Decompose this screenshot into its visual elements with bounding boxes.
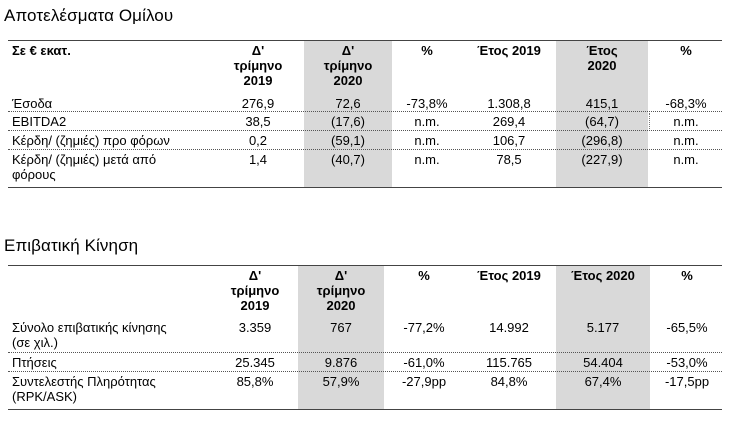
traffic-row-label: Συντελεστής Πληρότητας (RPK/ASK) [12, 374, 156, 404]
traffic-table [8, 265, 722, 415]
results-cell: (64,7) [585, 114, 619, 129]
traffic-header-q4-2019: Δ' τρίμηνο 2019 [230, 268, 280, 313]
results-cell: (296,8) [581, 133, 623, 148]
results-cell: (227,9) [581, 152, 623, 167]
traffic-header-pct: % [681, 268, 693, 283]
results-cell: 415,1 [585, 96, 619, 111]
results-cell: 269,4 [492, 114, 526, 129]
results-row-divider [8, 111, 722, 112]
results-cell: (17,6) [331, 114, 365, 129]
traffic-cell: -17,5pp [664, 374, 710, 389]
traffic-row-label: Σύνολο επιβατικής κίνησης (σε χιλ.) [12, 320, 167, 350]
results-cell: n.m. [673, 152, 699, 167]
traffic-cell: -77,2% [403, 320, 445, 335]
results-top-rule [8, 40, 722, 41]
results-cell: 0,2 [248, 133, 268, 148]
results-header-q4-2019: Δ' τρίμηνο 2019 [233, 43, 283, 88]
traffic-section-title: Επιβατική Κίνηση [4, 236, 139, 255]
results-cell: 106,7 [492, 133, 526, 148]
traffic-cell: -65,5% [666, 320, 708, 335]
results-cell: n.m. [414, 114, 440, 129]
traffic-row-divider [8, 352, 722, 353]
traffic-cell: 84,8% [490, 374, 528, 389]
traffic-cell: 115.765 [485, 355, 533, 370]
results-row-label: Κέρδη/ (ζημιές) μετά από φόρους [12, 152, 157, 182]
results-cell: (40,7) [331, 152, 365, 167]
traffic-row-divider [8, 371, 722, 372]
traffic-header-q4-2020: Δ' τρίμηνο 2020 [316, 268, 366, 313]
results-table [8, 40, 722, 190]
results-row-divider [8, 149, 722, 150]
results-cell: 78,5 [496, 152, 522, 167]
results-section-title: Αποτελέσματα Ομίλου [4, 6, 174, 25]
results-header-q4-2020: Δ' τρίμηνο 2020 [323, 43, 373, 88]
results-header-label: Σε € εκατ. [12, 43, 71, 58]
results-row-label: EBITDA2 [12, 114, 67, 129]
results-cell: n.m. [673, 133, 699, 148]
traffic-cell: 85,8% [236, 374, 274, 389]
results-row-label: Κέρδη/ (ζημιές) προ φόρων [12, 133, 170, 148]
traffic-cell: -53,0% [666, 355, 708, 370]
results-cell: n.m. [414, 133, 440, 148]
results-row-divider [8, 130, 722, 131]
results-cell: n.m. [673, 114, 699, 129]
results-header-year-2019: Έτος 2019 [477, 43, 541, 58]
results-row-label: Έσοδα [12, 96, 53, 111]
results-cell: 38,5 [245, 114, 271, 129]
results-header-year-2020: Έτος 2020 [586, 43, 618, 73]
traffic-top-rule [8, 265, 722, 266]
results-header-pct: % [680, 43, 692, 58]
results-cell: 1,4 [248, 152, 268, 167]
traffic-cell: 3.359 [238, 320, 272, 335]
traffic-cell: 767 [330, 320, 352, 335]
traffic-header-pct: % [418, 268, 430, 283]
results-cell: n.m. [414, 152, 440, 167]
results-cell: (59,1) [331, 133, 365, 148]
results-cell: 1.308,8 [487, 96, 531, 111]
traffic-cell: 14.992 [489, 320, 529, 335]
traffic-cell: 5.177 [586, 320, 620, 335]
traffic-cell: 57,9% [322, 374, 360, 389]
traffic-cell: 25.345 [235, 355, 275, 370]
traffic-cell: 9.876 [324, 355, 358, 370]
results-header-pct: % [421, 43, 433, 58]
traffic-cell: -27,9pp [401, 374, 447, 389]
traffic-header-year-2020: Έτος 2020 [571, 268, 635, 283]
results-bottom-rule [8, 187, 722, 188]
traffic-header-year-2019: Έτος 2019 [477, 268, 541, 283]
traffic-cell: 67,4% [584, 374, 622, 389]
traffic-cell: -61,0% [403, 355, 445, 370]
traffic-cell: 54.404 [583, 355, 623, 370]
results-cell: -73,8% [406, 96, 448, 111]
results-cell: -68,3% [665, 96, 707, 111]
results-cell: 276,9 [241, 96, 275, 111]
results-cell: 72,6 [335, 96, 361, 111]
traffic-row-label: Πτήσεις [12, 355, 57, 370]
traffic-bottom-rule [8, 409, 722, 410]
